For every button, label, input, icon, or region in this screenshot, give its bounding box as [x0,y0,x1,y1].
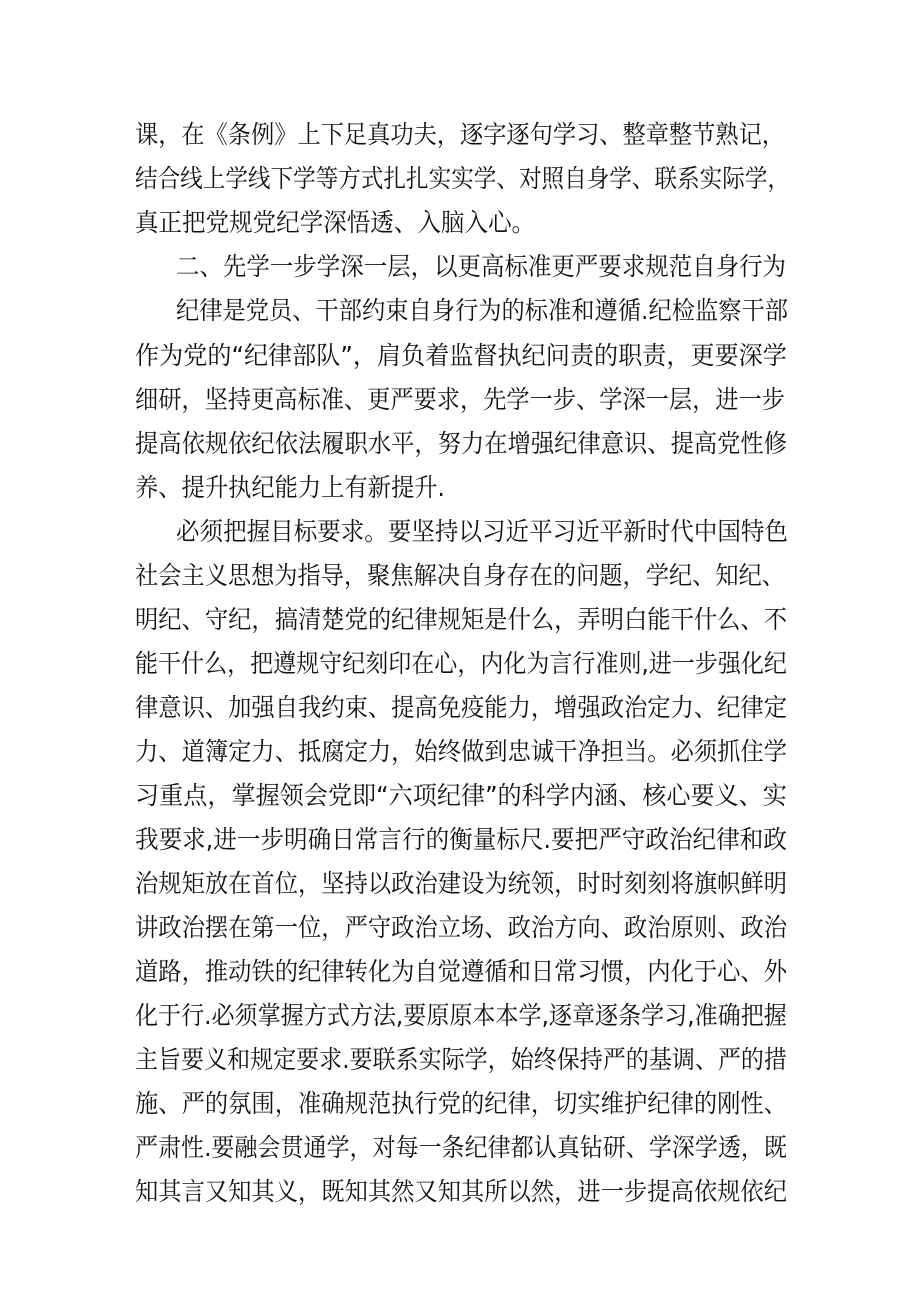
text-line: 纪律是党员、干部约束自身行为的标准和遵循.纪检监察干部 [176,296,788,325]
text-line: 细研，坚持更高标准、更严要求，先学一步、学深一层，进一步 [135,385,786,414]
text-line: 道路，推动铁的纪律转化为自觉遵循和日常习惯，内化于心、外 [135,957,788,986]
text-line: 力、道簿定力、抵腐定力，始终做到忠诚干净担当。必须抓住学 [135,737,788,766]
text-line: 习重点，掌握领会党即“六项纪律”的科学内涵、核心要义、实 [135,781,787,810]
text-line: 施、严的氛围，准确规范执行党的纪律，切实维护纪律的刚性、 [135,1089,788,1118]
text-line: 严肃性.要融会贯通学，对每一条纪律都认真钻研、学深学透，既 [135,1133,787,1162]
text-line: 结合线上学线下学等方式扎扎实实学、对照自身学、联系实际学， [135,164,791,193]
text-line: 养、提升执纪能力上有新提升. [135,473,445,502]
text-line: 我要求,进一步明确日常言行的衡量标尺.要把严守政治纪律和政 [135,825,787,854]
text-line: 能干什么，把遵规守纪刻印在心，内化为言行准则,进一步强化纪 [135,649,787,678]
text-line: 明纪、守纪，搞清楚党的纪律规矩是什么，弄明白能干什么、不 [135,605,788,634]
text-line: 治规矩放在首位，坚持以政治建设为统领，时时刻刻将旗帜鲜明 [135,869,788,898]
text-line: 律意识、加强自我约束、提高免疫能力，增强政治定力、纪律定 [135,693,788,722]
text-line: 提高依规依纪依法履职水平，努力在增强纪律意识、提高党性修 [135,429,788,458]
text-line: 主旨要义和规定要求.要联系实际学，始终保持严的基调、严的措 [135,1045,787,1074]
text-line: 讲政治摆在第一位，严守政治立场、政治方向、政治原则、政治 [135,913,788,942]
text-line: 化于行.必须掌握方式方法,要原原本本学,逐章逐条学习,准确把握 [135,1001,787,1030]
text-line: 必须把握目标要求。要坚持以习近平习近平新时代中国特色 [176,517,789,546]
text-line: 真正把党规党纪学深悟透、入脑入心。 [135,208,536,237]
text-line: 知其言又知其义，既知其然又知其所以然，进一步提高依规依纪 [135,1177,788,1206]
section-heading: 二、先学一步学深一层，以更高标准更严要求规范自身行为 [176,252,787,281]
text-line: 课，在《条例》上下足真功夫，逐字逐句学习、整章整节熟记， [135,120,786,149]
text-line: 社会主义思想为指导，聚焦解决自身存在的问题，学纪、知纪、 [135,561,786,590]
text-line: 作为党的“纪律部队”，肩负着监督执纪问责的职责，更要深学 [135,341,787,370]
